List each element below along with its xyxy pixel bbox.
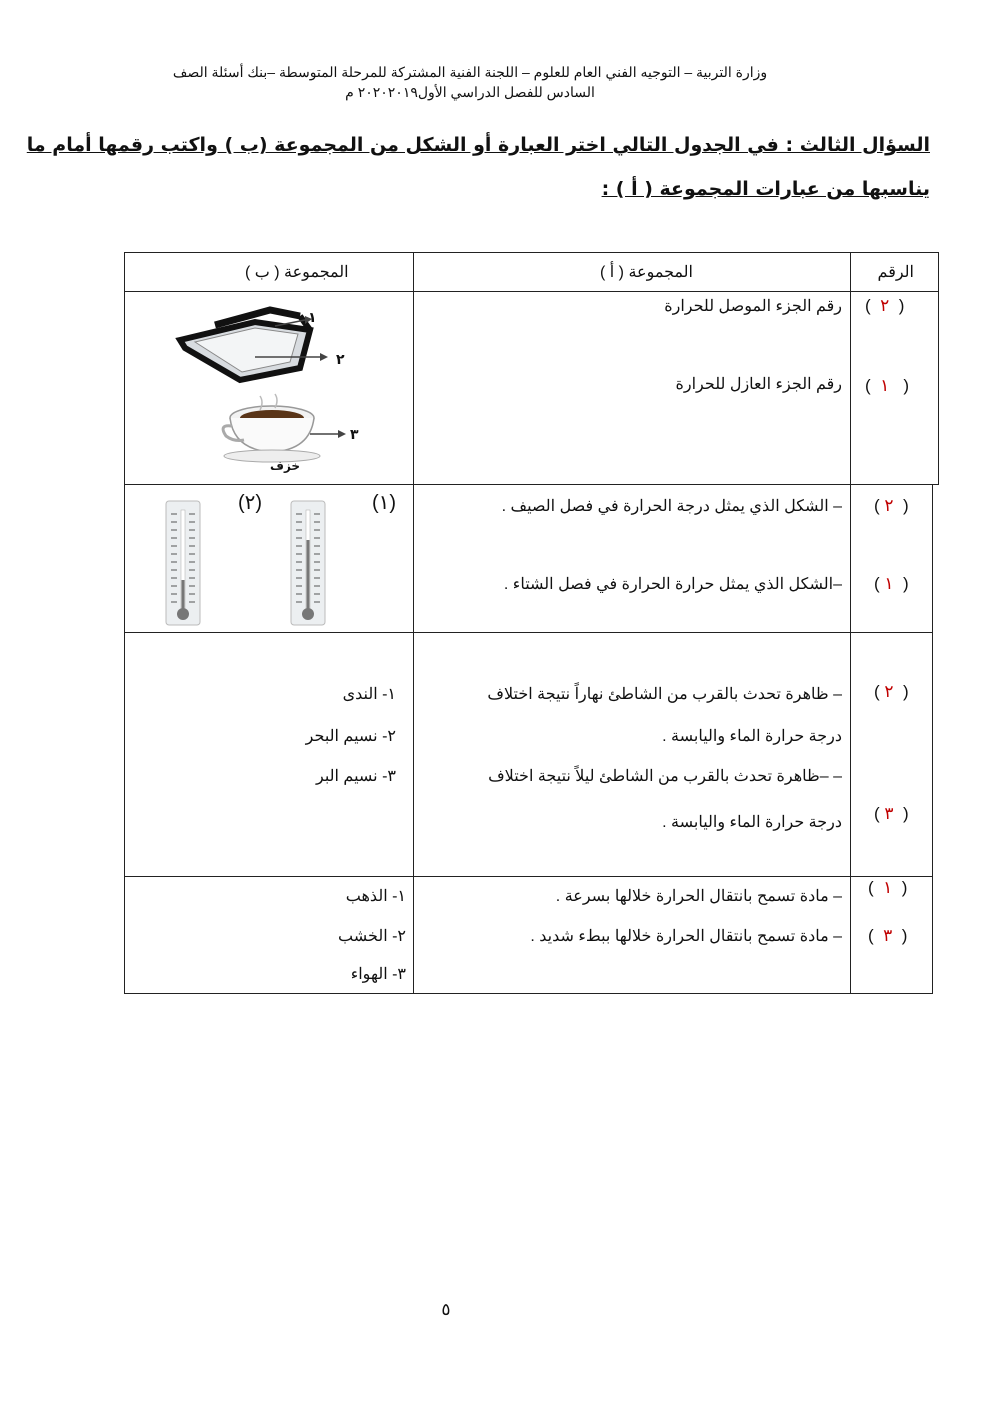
row1-answer-2: ( ١ ) [865, 376, 910, 395]
row3-answer-1: ( ٢ ) [874, 682, 909, 701]
kettle-label-2: ٢ [336, 352, 345, 368]
col-group-b-header: المجموعة ( ب ) [245, 264, 349, 281]
row2-statement-2: –الشكل الذي يمثل حرارة الحرارة في فصل الشتاء . [503, 576, 842, 593]
row4-option-2: ٢- الخشب [338, 928, 406, 945]
row4-answer-2: ( ٣ ) [868, 926, 908, 945]
thermometer-label-2: (٢) [238, 492, 263, 514]
page-number: ٥ [441, 1300, 451, 1319]
row4-statement-2: – مادة تسمح بانتقال الحرارة خلالها ببطء شديد . [530, 928, 842, 945]
header-line-1: وزارة التربية – التوجيه الفني العام للعلوم – اللجنة الفنية المشتركة للمرحلة المتوسطة –بنك أسئلة الصف [172, 64, 768, 80]
thermometer-label-1: (١) [372, 492, 397, 514]
row1-statement-1: رقم الجزء الموصل للحرارة [664, 298, 842, 315]
row3-answer-2: ( ٣ ) [874, 804, 909, 823]
kettle-cup-illustration [160, 300, 380, 475]
col-number-header: الرقم [877, 264, 914, 281]
row4-statement-1: – مادة تسمح بانتقال الحرارة خلالها بسرعة . [555, 888, 842, 905]
row4-option-3: ٣- الهواء [350, 966, 406, 983]
row3-option-1: ١- الندى [342, 686, 396, 703]
row2-answer-2: ( ١ ) [874, 574, 909, 593]
row1-answer-1: ( ٢ ) [865, 296, 905, 315]
question-line-1: السؤال الثالث : في الجدول التالي اختر العبارة أو الشكل من المجموعة (ب ) واكتب رقمها أمام ما [26, 134, 930, 156]
row3-option-2: ٢- نسيم البحر [305, 728, 396, 745]
row3-statement-2-line-2: درجة حرارة الماء واليابسة . [662, 814, 842, 831]
table-row-3 [124, 632, 933, 877]
row1-statement-2: رقم الجزء العازل للحرارة [675, 376, 842, 393]
col-group-a-header: المجموعة ( أ ) [600, 264, 693, 281]
row3-option-3: ٣- نسيم البر [316, 768, 396, 785]
cup-label-3: ٣ [350, 427, 359, 443]
row2-statement-1: – الشكل الذي يمثل درجة الحرارة في فصل الصيف . [501, 498, 842, 515]
row4-option-1: ١- الذهب [345, 888, 406, 905]
kettle-label-1: ١ [308, 310, 317, 326]
header-line-2: السادس للفصل الدراسي الأول٢٠٢٠٢٠١٩ م [345, 84, 595, 100]
row3-statement-2-line-1: – –ظاهرة تحدث بالقرب من الشاطئ ليلاً نتيجة اختلاف [488, 768, 842, 785]
thermometer-2-icon [165, 500, 201, 626]
row3-statement-1-line-2: درجة حرارة الماء واليابسة . [662, 728, 842, 745]
question-line-2: يناسبها من عبارات المجموعة ( أ ) : [601, 178, 930, 200]
row3-statement-1-line-1: – ظاهرة تحدث بالقرب من الشاطئ نهاراً نتيجة اختلاف [487, 686, 842, 703]
row2-answer-1: ( ٢ ) [874, 496, 909, 515]
cup-caption: خزف [270, 459, 301, 473]
row4-answer-1: ( ١ ) [868, 878, 908, 897]
thermometer-1-icon [290, 500, 326, 626]
